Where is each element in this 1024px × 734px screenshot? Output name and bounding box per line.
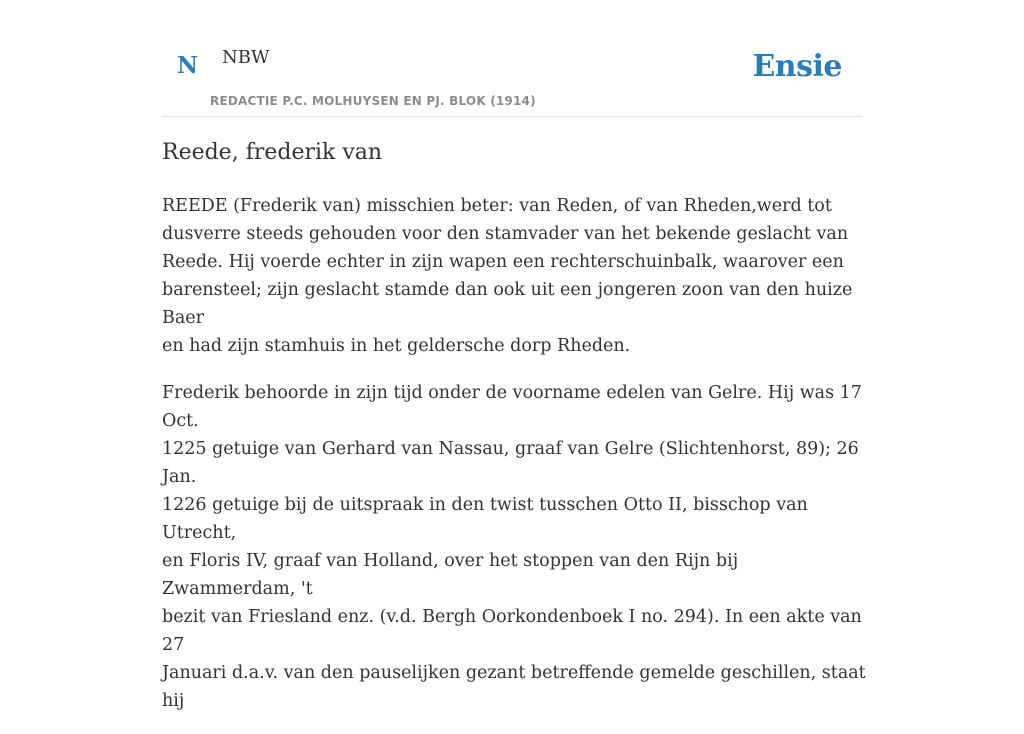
source-header [162, 0, 862, 117]
brand-logo[interactable]: Ensie [752, 49, 842, 84]
article-paragraph: REEDE (Frederik van) misschien beter: van Reden, of van Rheden,werd tot dusverre steeds gehouden voor den stamvader van het bekende geslacht van Reede. Hij voerde echter in zijn wapen een rechterschuinbalk, waarover een barensteel; zijn geslacht stamde dan ook uit een jongeren zoon van den huize Baer en had zijn stamhuis in het geldersche dorp Rheden. [162, 196, 853, 356]
source-subtitle: REDACTIE P.C. MOLHUYSEN EN PJ. BLOK (1914) [210, 94, 536, 108]
article-title: Reede, frederik van [162, 140, 383, 165]
article-body [162, 192, 872, 734]
source-name[interactable]: NBW [222, 47, 270, 68]
source-logo[interactable]: N [177, 52, 199, 79]
article-paragraph: Frederik behoorde in zijn tijd onder de voorname edelen van Gelre. Hij was 17 Oct. 1225 getuige van Gerhard van Nassau, graaf van Gelre (Slichtenhorst, 89); 26 Jan. 1226 getuige bij de uitspraak in den twist tusschen Otto II, bisschop van Utrecht, en Floris IV, graaf van Holland, over het stoppen van den Rijn bij Zwammerdam, 't bezit van Friesland enz. (v.d. Bergh Oorkondenboek I no. 294). In een akte van 27 Januari d.a.v. van den pauselijken gezant betreffende gemelde geschillen, staat hij [162, 383, 866, 711]
